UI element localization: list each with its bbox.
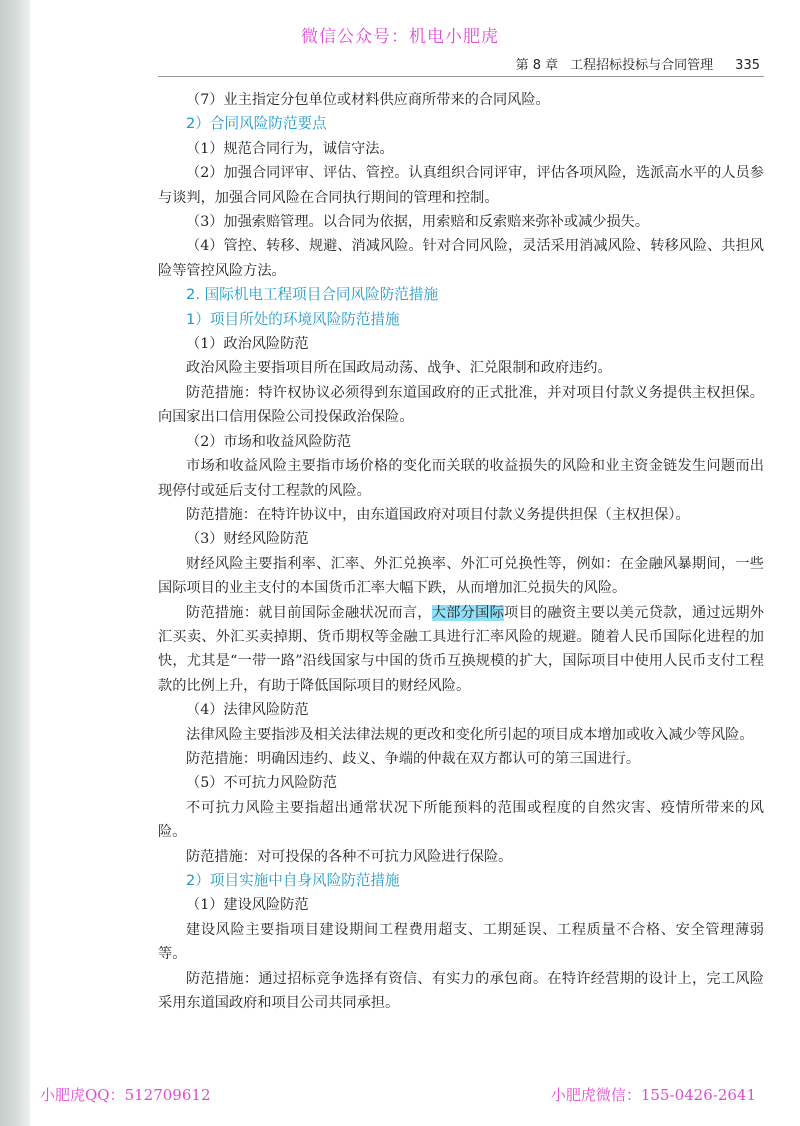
watermark-top: 微信公众号：机电小肥虎 [301, 27, 499, 47]
section-heading: 2）合同风险防范要点 [186, 115, 327, 133]
paragraph: （5）不可抗力风险防范 [186, 775, 337, 792]
section-heading: 1）项目所处的环境风险防范措施 [186, 310, 400, 328]
watermark-bottom-left: 小肥虎QQ：512709612 [40, 1086, 211, 1104]
paragraph: 政治风险主要指项目所在国政局动荡、战争、汇兑限制和政府违约。 [186, 360, 612, 377]
chapter-number: 第 8 章 [515, 58, 559, 73]
body-text [158, 88, 764, 1015]
paragraph: （3）加强索赔管理。以合同为依据，用索赔和反索赔来弥补或减少损失。 [186, 214, 650, 231]
paragraph: （2）加强合同评审、评估、管控。认真组织合同评审，评估各项风险，选派高水平的人员参与谈判，加强合同风险在合同执行期间的管理和控制。 [158, 165, 764, 206]
paragraph: 防范措施：明确因违约、歧义、争端的仲裁在双方都认可的第三国进行。 [186, 750, 641, 767]
paragraph: 不可抗力风险主要指超出通常状况下所能预料的范围或程度的自然灾害、疫情所带来的风险。 [158, 799, 764, 841]
paragraph: （1）建设风险防范 [186, 897, 309, 914]
paragraph: 防范措施：在特许协议中，由东道国政府对项目付款义务提供担保（主权担保）。 [186, 506, 690, 523]
paragraph: （2）市场和收益风险防范 [186, 433, 352, 450]
running-header [516, 54, 760, 73]
paragraph: （1）政治风险防范 [186, 336, 309, 353]
page-edge-strip [0, 0, 30, 1126]
highlighted-text: 大部分国际 [431, 604, 505, 621]
paragraph-text: 防范措施：就目前国际金融状况而言， [186, 604, 432, 621]
paragraph-text: 项目的融资主要以美元贷款，通过远期外汇买卖、外汇买卖掉期、货币期权等金融工具进行汇率风险的规避。随着人民币国际化进程的加快，尤其是“一带一路”沿线国家与中国的货币互换规模的扩大，国际项目中使用人民币支付工程款的比例上升，有助于降低国际项目的财经风险。 [158, 604, 764, 694]
header-rule [158, 76, 764, 77]
page-number: 335 [735, 58, 760, 73]
paragraph: （3）财经风险防范 [186, 531, 309, 548]
paragraph: （4）法律风险防范 [186, 702, 309, 719]
paragraph: 防范措施：特许权协议必须得到东道国政府的正式批准，并对项目付款义务提供主权担保。向国家出口信用保险公司投保政治保险。 [158, 384, 764, 426]
paragraph: （4）管控、转移、规避、消减风险。针对合同风险，灵活采用消减风险、转移风险、共担风险等管控风险方法。 [158, 238, 764, 279]
paragraph: 防范措施：对可投保的各种不可抗力风险进行保险。 [186, 848, 513, 865]
paragraph: 法律风险主要指涉及相关法律法规的更改和变化所引起的项目成本增加或收入减少等风险。 [186, 726, 754, 743]
paragraph: （1）规范合同行为，诚信守法。 [186, 140, 394, 157]
paragraph [158, 601, 764, 699]
paragraph: 财经风险主要指利率、汇率、外汇兑换率、外汇可兑换性等，例如：在金融风暴期间，一些国际项目的业主支付的本国货币汇率大幅下跌，从而增加汇兑损失的风险。 [158, 555, 764, 597]
paragraph: （7）业主指定分包单位或材料供应商所带来的合同风险。 [186, 92, 550, 108]
section-heading: 2）项目实施中自身风险防范措施 [186, 872, 400, 889]
section-heading: 2. 国际机电工程项目合同风险防范措施 [186, 286, 439, 304]
paragraph: 建设风险主要指项目建设期间工程费用超支、工期延误、工程质量不合格、安全管理薄弱等。 [158, 921, 764, 963]
paragraph: 市场和收益风险主要指市场价格的变化而关联的收益损失的风险和业主资金链发生问题而出现停付或延后支付工程款的风险。 [158, 458, 764, 499]
paragraph: 防范措施：通过招标竞争选择有资信、有实力的承包商。在特许经营期的设计上，完工风险采用东道国政府和项目公司共同承担。 [158, 970, 764, 1012]
watermark-bottom-right: 小肥虎微信：155-0426-2641 [550, 1086, 756, 1104]
chapter-title: 工程招标投标与合同管理 [570, 58, 714, 73]
